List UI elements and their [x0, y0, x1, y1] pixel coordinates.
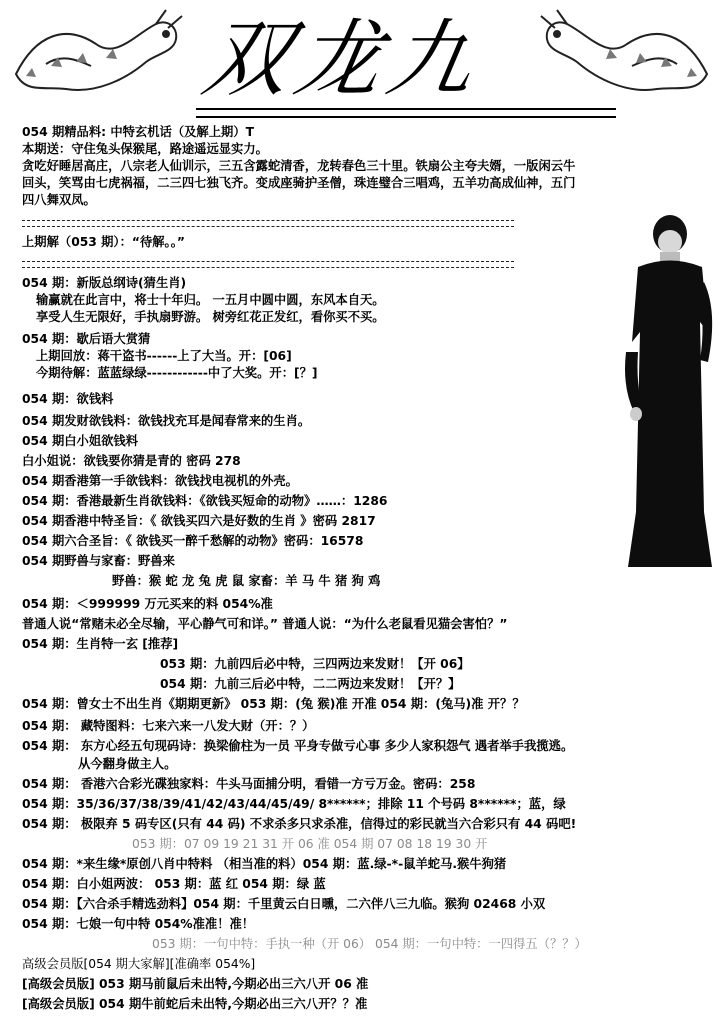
text-line: 054 期精品料: 中特玄机话（及解上期）T	[22, 125, 254, 139]
text-line: 054 期：香港最新生肖欲钱料：《欲钱买短命的动物》……：1286	[22, 494, 388, 508]
dashed-separator	[22, 220, 514, 227]
text-line: 054 期：曾女士不出生肖《期期更新》 053 期：(兔 猴)准 开准 054 期：(兔马)准 开？？	[22, 697, 525, 711]
text-line: 054 期：九前三后必中特，二二两边来发财！【开？】	[160, 677, 461, 691]
text-line: 054 期发财欲钱料：欲钱找充耳是闻春常来的生肖。	[22, 414, 311, 428]
text-line: 今期待解：蓝蓝绿绿------------中了大奖。开：[？]	[36, 366, 318, 380]
text-line: 054 期：欲钱料	[22, 392, 114, 406]
text-line: 本期送：守住兔头保猴尾，路途遥远显实力。	[22, 142, 268, 156]
text-line: 053 期：一句中特：手执一种（开 06） 054 期：一句中特：一四得五（？？）	[152, 937, 587, 951]
person-figure-icon	[608, 212, 723, 572]
text-line: 054 期：35/36/37/38/39/41/42/43/44/45/49/ 8******；排除 11 个号码 8******；蓝，绿	[22, 797, 566, 811]
text-line: 上期解（053 期）：“待解。。”	[22, 235, 185, 249]
title-underline	[196, 108, 616, 118]
text-line: 野兽：猴 蛇 龙 兔 虎 鼠 家畜：羊 马 牛 猪 狗 鸡	[112, 574, 381, 588]
text-line: 054 期：【六合杀手精选劲料】054 期：千里黄云白日曛，二六伴八三九临。猴狗 02468 小双	[22, 897, 546, 911]
text-line: 053 期：07 09 19 21 31 开 06 准 054 期 07 08 18 19 30 开	[132, 837, 488, 851]
text-line: 054 期： 香港六合彩光碟独家料：牛头马面捕分明，看错一方亏万金。密码：258	[22, 777, 476, 791]
text-line: 054 期香港第一手欲钱料：欲钱找电视机的外壳。	[22, 474, 298, 488]
text-line: 054 期：*来生缘*原创八肖中特料 （相当准的料）054 期：蓝.绿-*-鼠羊蛇马.猴牛狗猪	[22, 857, 507, 871]
text-line: 贪吃好睡居高庄，八宗老人仙训示，三五含露蛇清香，龙转春色三十里。铁扇公主夸夫婿，一版闲云牛	[22, 159, 576, 173]
text-line: 054 期香港中特圣旨：《 欲钱买四六是好数的生肖 》密码 2817	[22, 514, 376, 528]
text-line: [高级会员版] 054 期牛前蛇后未出特,今期必出三六八开？？准	[22, 997, 368, 1011]
text-line: [高级会员版] 053 期马前鼠后未出特,今期必出三六八开 06 准	[22, 977, 369, 991]
text-line: 054 期： 藏特图料：七来六来一八发大财（开：？）	[22, 719, 315, 733]
text-line: 053 期：九前四后必中特，三四两边来发财！【开 06】	[160, 657, 470, 671]
text-line: 输赢就在此言中，将士十年归。 一五月中圆中圆，东风本自天。	[36, 293, 385, 307]
text-line: 054 期： 东方心经五句现码诗：换梁偷柱为一员 平身专做亏心事 多少人家积怨气 遇者举手我揽逃。	[22, 739, 574, 753]
page-title: 双龙九	[196, 10, 490, 108]
text-line: 054 期：生肖特一玄 [推荐]	[22, 637, 179, 651]
text-line: 高级会员版[054 期大家解][准确率 054%]	[22, 957, 256, 971]
text-line: 054 期：白小姐两波： 053 期：蓝 红 054 期：绿 蓝	[22, 877, 326, 891]
text-line: 回头，笑骂由七虎祸福，二三四七独飞齐。变成座骑护圣僧，珠连璧合三唱鸡，五羊功高成仙神，五门	[22, 176, 576, 190]
text-line: 054 期野兽与家畜：野兽来	[22, 554, 175, 568]
dragon-left-icon	[6, 4, 186, 104]
text-line: 054 期白小姐欲钱料	[22, 434, 139, 448]
text-line: 054 期：歇后语大赏猜	[22, 332, 151, 346]
text-line: 四八舞双凤。	[22, 193, 96, 207]
text-line: 054 期： 极限弃 5 码专区(只有 44 码) 不求杀多只求杀准，信得过的彩民就当六合彩只有 44 码吧!	[22, 817, 577, 831]
text-line: 054 期：新版总纲诗(猜生肖)	[22, 276, 187, 290]
text-line: 054 期：＜999999 万元买来的料 054%准	[22, 597, 273, 611]
text-line: 享受人生无限好，手执扇野游。 树旁红花正发红，看你买不买。	[36, 310, 385, 324]
dashed-separator	[22, 261, 514, 268]
header	[0, 0, 723, 120]
text-line: 上期回放：蒋干盗书------上了大当。开：[06]	[36, 349, 292, 363]
dragon-right-icon	[537, 4, 717, 104]
text-line: 054 期六合圣旨：《 欲钱买一醉千愁解的动物》密码：16578	[22, 534, 364, 548]
text-line: 白小姐说：欲钱要你猜是青的 密码 278	[22, 454, 241, 468]
text-line: 普通人说“常赌未必全尽输，平心静气可和详。” 普通人说：“为什么老鼠看见猫会害怕？”	[22, 617, 508, 631]
text-line: 从今翻身做主人。	[78, 757, 177, 771]
text-line: 054 期：七娘一句中特 054%准准！准！	[22, 917, 255, 931]
